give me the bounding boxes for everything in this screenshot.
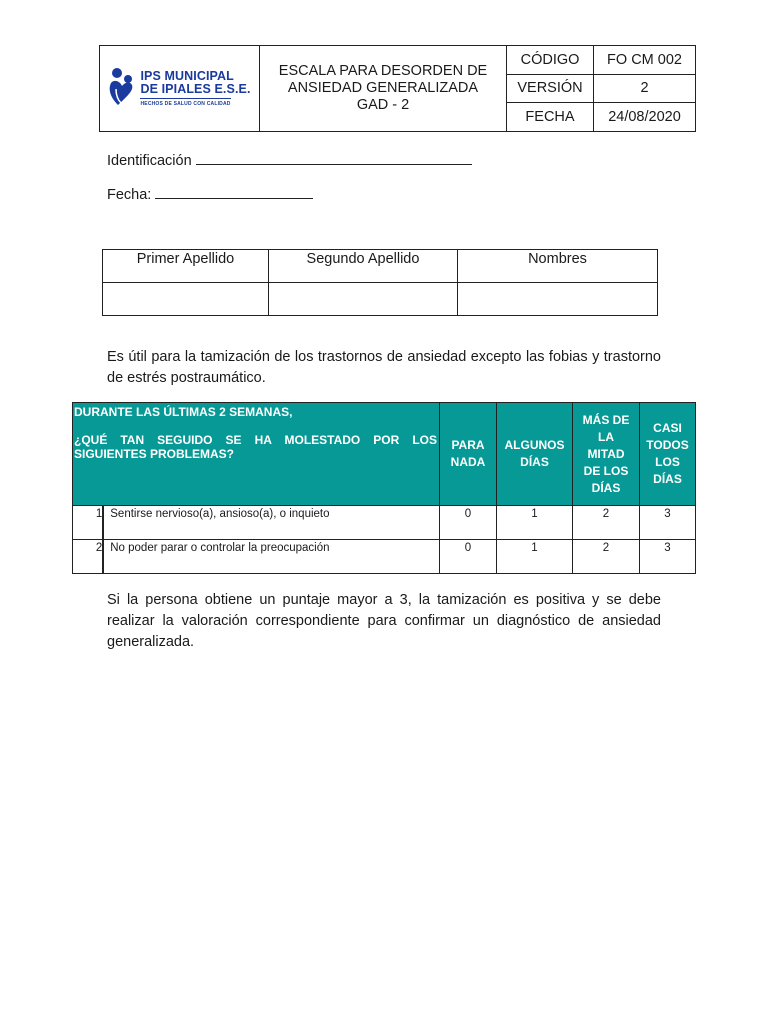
primer-apellido-header: Primer Apellido xyxy=(103,250,269,283)
col-mas-de-la-mitad xyxy=(573,403,640,506)
intro-paragraph: Es útil para la tamización de los trastornos de ansiedad excepto las fobias y trastorno de estrés postraumático. xyxy=(107,349,661,386)
fecha-field xyxy=(107,184,313,203)
identificacion-field xyxy=(107,150,472,169)
logo-line-1: IPS MUNICIPAL xyxy=(140,69,234,83)
fecha-input-line[interactable] xyxy=(155,184,313,199)
codigo-label: CÓDIGO xyxy=(507,46,594,75)
family-heart-icon xyxy=(108,67,136,111)
version-value: 2 xyxy=(594,74,696,103)
score-cell[interactable]: 0 xyxy=(440,540,497,574)
question-line-1: DURANTE LAS ÚLTIMAS 2 SEMANAS, xyxy=(74,405,293,419)
primer-apellido-cell[interactable] xyxy=(103,283,269,316)
col-text: DÍAS xyxy=(591,480,621,495)
col-text: LOS xyxy=(655,455,680,469)
logo-cell xyxy=(100,46,260,132)
fecha-value: 24/08/2020 xyxy=(594,103,696,132)
col-text: NADA xyxy=(450,455,486,469)
ips-logo xyxy=(100,46,259,131)
col-text: LA xyxy=(598,429,614,444)
segundo-apellido-cell[interactable] xyxy=(269,283,458,316)
table-row xyxy=(73,506,696,540)
col-casi-todos xyxy=(640,403,696,506)
names-table xyxy=(102,249,658,316)
col-text: DÍAS xyxy=(653,472,682,486)
col-text: ALGUNOS xyxy=(504,438,565,452)
col-text: MÁS DE xyxy=(582,412,630,427)
title-line-3: GAD - 2 xyxy=(356,97,410,113)
col-text: TODOS xyxy=(646,438,689,452)
col-text: PARA xyxy=(451,438,485,452)
score-cell[interactable]: 3 xyxy=(640,506,696,540)
question-line-2: ¿QUÉ TAN SEGUIDO SE HA MOLESTADO POR LOS SIGUIENTES PROBLEMAS? xyxy=(74,433,437,461)
row-item-text: No poder parar o controlar la preocupación xyxy=(103,540,439,574)
segundo-apellido-header: Segundo Apellido xyxy=(269,250,458,283)
document-title xyxy=(260,46,507,132)
col-text: DÍAS xyxy=(520,455,549,469)
document-header xyxy=(99,45,696,132)
fecha-field-label: Fecha: xyxy=(107,187,152,203)
identificacion-input-line[interactable] xyxy=(196,150,472,165)
score-cell[interactable]: 2 xyxy=(573,506,640,540)
col-text: CASI xyxy=(653,421,682,435)
logo-tagline: HECHOS DE SALUD CON CALIDAD xyxy=(140,98,230,107)
title-line-1: ESCALA PARA DESORDEN DE xyxy=(278,63,488,79)
fecha-label: FECHA xyxy=(507,103,594,132)
col-text: MITAD xyxy=(587,446,625,461)
col-para-nada xyxy=(440,403,497,506)
conclusion-paragraph: Si la persona obtiene un puntaje mayor a 3, la tamización es positiva y se debe realizar la valoración correspondiente para confirmar un diagnóstico de ansiedad generalizada. xyxy=(107,592,661,650)
identificacion-label: Identificación xyxy=(107,153,192,169)
version-label: VERSIÓN xyxy=(507,74,594,103)
score-cell[interactable]: 1 xyxy=(497,540,573,574)
nombres-header: Nombres xyxy=(458,250,658,283)
score-cell[interactable]: 0 xyxy=(440,506,497,540)
row-number: 1 xyxy=(73,506,104,540)
gad-table xyxy=(72,402,696,574)
score-cell[interactable]: 3 xyxy=(640,540,696,574)
score-cell[interactable]: 1 xyxy=(497,506,573,540)
col-algunos-dias xyxy=(497,403,573,506)
col-text: DE LOS xyxy=(583,463,629,478)
nombres-cell[interactable] xyxy=(458,283,658,316)
codigo-value: FO CM 002 xyxy=(594,46,696,75)
title-line-2: ANSIEDAD GENERALIZADA xyxy=(287,80,479,96)
question-header xyxy=(73,403,440,506)
table-row xyxy=(73,540,696,574)
score-cell[interactable]: 2 xyxy=(573,540,640,574)
logo-line-2: DE IPIALES E.S.E. xyxy=(140,82,251,96)
row-item-text: Sentirse nervioso(a), ansioso(a), o inquieto xyxy=(103,506,439,540)
row-number: 2 xyxy=(73,540,104,574)
